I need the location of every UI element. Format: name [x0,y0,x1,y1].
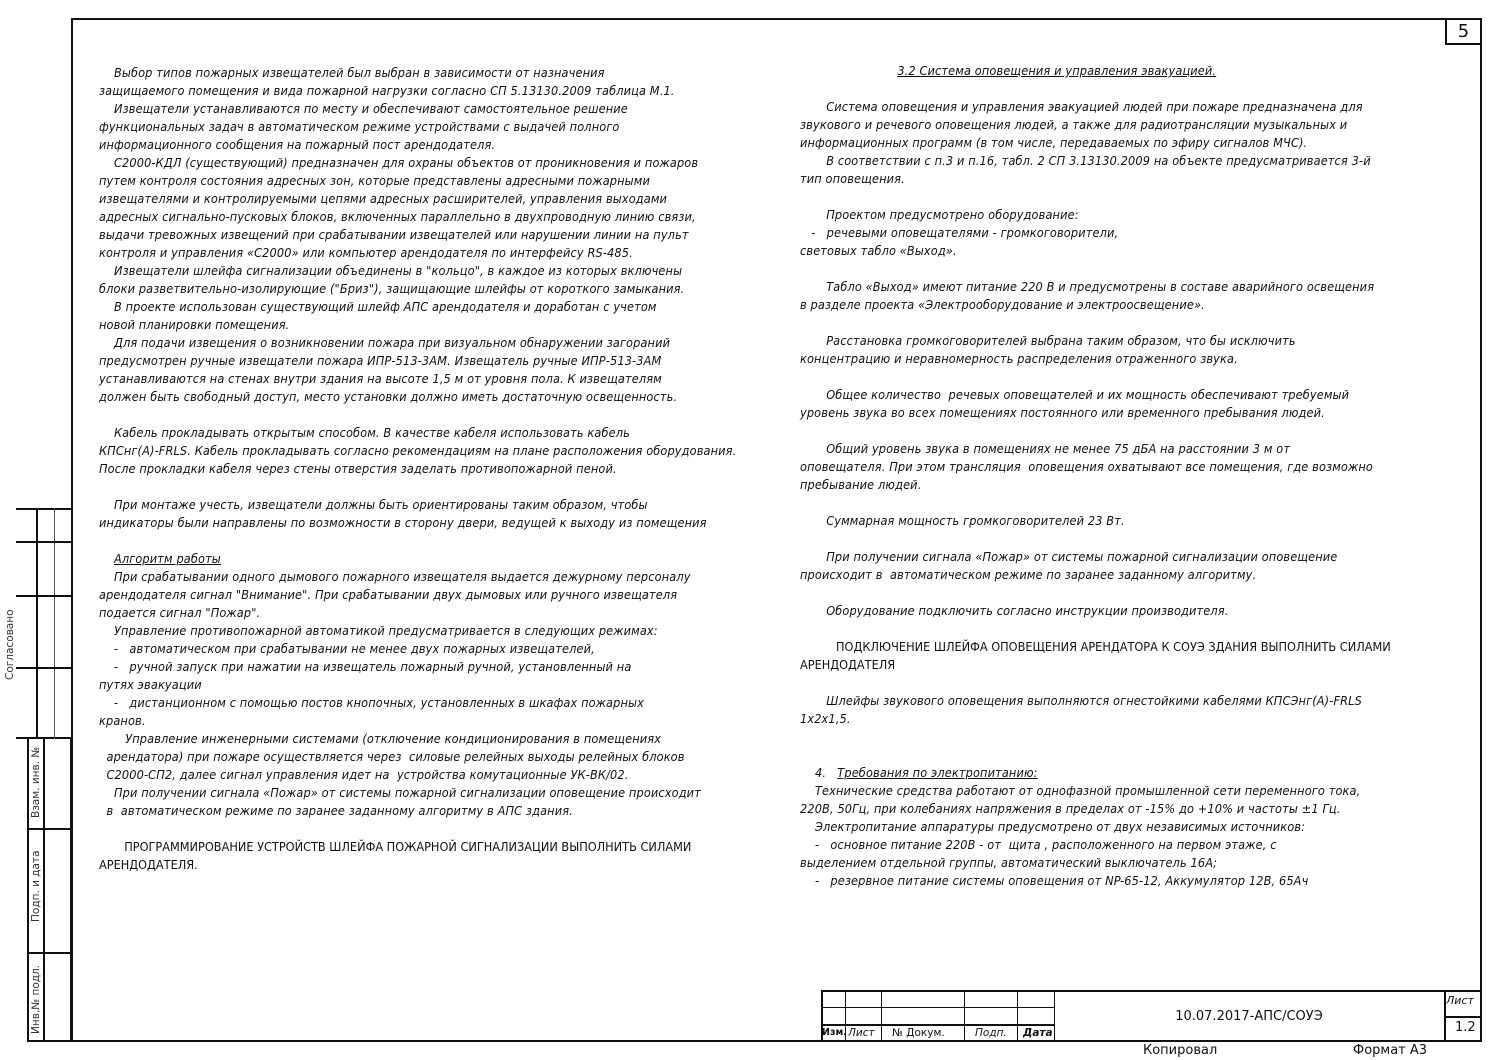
tb-divider [821,1024,1054,1026]
text-line: арендодателя сигнал "Внимание". При срабатывании двух дымовых или ручного извещателя [99,588,678,602]
blank-line [800,260,1451,278]
text-line: Общее количество речевых оповещателей и их мощность обеспечивают требуемый [800,388,1350,402]
document-code: 10.07.2017-АПС/СОУЭ [1175,1008,1323,1024]
blank-line [800,188,1451,206]
blank-line [99,820,750,838]
blank-line [800,530,1451,548]
blank-line [800,422,1451,440]
text-line: оповещателя. При этом трансляция оповещения охватывают все помещения, где возможно [800,460,1373,474]
text-line: Расстановка громкоговорителей выбрана таким образом, что бы исключить [800,334,1296,348]
text-line: блоки разветвительно-изолирующие ("Бриз"), защищающие шлейфы от короткого замыкания. [99,282,685,296]
blank-line [800,314,1451,332]
text-line: В проекте использован существующий шлейф АПС арендодателя и доработан с учетом [99,300,657,314]
text-line: Электропитание аппаратуры предусмотрено от двух независимых источников: [800,820,1306,834]
col-sheet: Лист [848,1027,875,1039]
text-line: выделением отдельной группы, автоматический выключатель 16А; [800,856,1218,870]
text-line: защищаемого помещения и вида пожарной нагрузки согласно СП 5.13130.2009 таблица М.1. [99,84,675,98]
text-line: функциональных задач в автоматическом режиме устройствами с выдачей полного [99,120,620,134]
text-line: Управление инженерными системами (отключение кондиционирования в помещениях [99,732,662,746]
text-line: концентрацию и неравномерность распределения отраженного звука. [800,352,1238,366]
text-line: АРЕНДОДАТЕЛЯ. [99,858,198,872]
text-line: С2000-СП2, далее сигнал управления идет на устройства комутационные УК-ВК/02. [99,768,629,782]
text-line: адресных сигнально-пусковых блоков, включенных параллельно в двухпроводную линию связи, [99,210,696,224]
text-line: Кабель прокладывать открытым способом. В качестве кабеля использовать кабель [99,426,630,440]
text-line: устанавливаются на стенах внутри здания на высоте 1,5 м от уровня пола. К извещателям [99,372,662,386]
col-change: Изм. [822,1027,847,1038]
algorithm-heading-line [99,550,750,568]
right-text-column [800,62,1451,890]
stamp-divider [16,595,71,597]
inv-orig-label: Инв.№ подл. [30,964,42,1034]
text-line: тип оповещения. [800,172,905,186]
tb-divider [964,990,965,1042]
blank-line [99,532,750,550]
text-line: ПРОГРАММИРОВАНИЕ УСТРОЙСТВ ШЛЕЙФА ПОЖАРНОЙ СИГНАЛИЗАЦИИ ВЫПОЛНИТЬ СИЛАМИ [99,840,692,854]
text-line: Проектом предусмотрено оборудование: [800,208,1079,222]
text-line: Извещатели шлейфа сигнализации объединены в "кольцо", в каждое из которых включены [99,264,683,278]
stamp-divider [16,541,71,543]
section-heading-line [800,62,1451,80]
power-section-number: 4. [800,766,838,780]
replaced-inv-label: Взам. инв. № [30,746,42,818]
sheet-number: 1.2 [1455,1020,1476,1035]
text-line: в разделе проекта «Электрооборудование и электроосвещение». [800,298,1205,312]
text-line: Для подачи извещения о возникновении пожара при визуальном обнаружении загораний [99,336,671,350]
blank-line [800,80,1451,98]
text-line: Оборудование подключить согласно инструкции производителя. [800,604,1229,618]
text-line: Управление противопожарной автоматикой предусматривается в следующих режимах: [99,624,658,638]
text-line: должен быть свободный доступ, место установки должно иметь достаточную освещенность. [99,390,678,404]
sign-date-label: Подп. и дата [30,850,42,922]
text-line: - дистанционном с помощью постов кнопочных, установленных в шкафах пожарных [99,696,644,710]
stamp-divider [70,739,72,1042]
blank-line [800,368,1451,386]
blank-line [800,746,1451,764]
text-line: путях эвакуации [99,678,202,692]
text-line: - основное питание 220В - от щита , расположенного на первом этаже, с [800,838,1277,852]
text-line: При монтаже учесть, извещатели должны быть ориентированы таким образом, чтобы [99,498,648,512]
col-doc-number: № Докум. [892,1027,945,1039]
text-line: Табло «Выход» имеют питание 220 В и предусмотрены в составе аварийного освещения [800,280,1375,294]
text-line: уровень звука во всех помещениях постоянного или временного пребывания людей. [800,406,1325,420]
text-line: выдачи тревожных извещений при срабатывании извещателей или нарушении линии на пульт [99,228,689,242]
text-line: АРЕНДОДАТЕЛЯ [800,658,896,672]
text-line: новой планировки помещения. [99,318,290,332]
sheet-label: Лист [1446,994,1474,1007]
text-line: ПОДКЛЮЧЕНИЕ ШЛЕЙФА ОПОВЕЩЕНИЯ АРЕНДАТОРА К СОУЭ ЗДАНИЯ ВЫПОЛНИТЬ СИЛАМИ [800,640,1391,654]
blank-line [800,620,1451,638]
blank-line [800,728,1451,746]
section-heading: 3.2 Система оповещения и управления эвакуацией. [897,64,1217,78]
blank-line [800,494,1451,512]
col-signature: Подп. [975,1027,1007,1039]
page-number: 5 [1445,18,1482,45]
text-line: индикаторы были направлены по возможности в сторону двери, ведущей к выходу из помещения [99,516,707,530]
col-date: Дата [1023,1027,1053,1039]
text-line: пребывание людей. [800,478,922,492]
text-line: извещателями и контролируемыми цепями адресных расширителей, управления выходами [99,192,668,206]
text-line: Система оповещения и управления эвакуацией людей при пожаре предназначена для [800,100,1363,114]
text-line: контроля и управления «С2000» или компьютер арендодателя по интерфейсу RS-485. [99,246,633,260]
text-line: Извещатели устанавливаются по месту и обеспечивают самостоятельное решение [99,102,628,116]
text-line: С2000-КДЛ (существующий) предназначен для охраны объектов от проникновения и пожаров [99,156,699,170]
text-line: 1х2х1,5. [800,712,851,726]
text-line: происходит в автоматическом режиме по заранее заданному алгоритму. [800,568,1257,582]
stamp-divider [16,667,71,669]
text-line: предусмотрен ручные извещатели пожара ИПР-513-3АМ. Извещатель ручные ИПР-513-3АМ [99,354,662,368]
blank-line [800,674,1451,692]
format-label: Формат А3 [1353,1043,1428,1058]
text-line: Шлейфы звукового оповещения выполняются огнестойкими кабелями КПСЭнг(А)-FRLS [800,694,1362,708]
stamp-divider [27,1040,72,1042]
text-line: арендатора) при пожаре осуществляется через силовые релейных выходы релейных блоков [99,750,685,764]
text-line: - резервное питание системы оповещения от NP-65-12, Аккумулятор 12В, 65Ач [800,874,1309,888]
power-heading-line [800,764,1451,782]
text-line: В соответствии с п.3 и п.16, табл. 2 СП 3.13130.2009 на объекте предусматривается 3-й [800,154,1371,168]
blank-line [99,406,750,424]
power-heading: Требования по электропитанию: [837,766,1038,780]
text-line: подается сигнал "Пожар". [99,606,261,620]
stamp-divider [27,952,71,954]
text-line: - ручной запуск при нажатии на извещатель пожарный ручной, установленный на [99,660,632,674]
text-line: КПСнг(А)-FRLS. Кабель прокладывать согласно рекомендациям на плане расположения оборудования. [99,444,737,458]
text-line: кранов. [99,714,146,728]
text-line: в автоматическом режиме по заранее заданному алгоритму в АПС здания. [99,804,573,818]
text-line: Суммарная мощность громкоговорителей 23 Вт. [800,514,1125,528]
copied-label: Копировал [1143,1043,1218,1058]
blank-line [99,478,750,496]
text-line: Технические средства работают от однофазной промышленной сети переменного тока, [800,784,1361,798]
tb-divider [821,1007,1054,1008]
text-line: Выбор типов пожарных извещателей был выбран в зависимости от назначения [99,66,605,80]
text-line: световых табло «Выход». [800,244,957,258]
tb-divider [881,990,882,1042]
blank-line [800,584,1451,602]
tb-divider [1444,1016,1482,1018]
text-line: При срабатывании одного дымового пожарного извещателя выдается дежурному персоналу [99,570,691,584]
text-line: информационных программ (в том числе, передаваемых по эфиру сигналов МЧС). [800,136,1308,150]
text-line: При получении сигнала «Пожар» от системы пожарной сигнализации оповещение [800,550,1338,564]
tb-divider [1017,990,1018,1042]
text-line: При получении сигнала «Пожар» от системы пожарной сигнализации оповещение происходит [99,786,701,800]
agreed-label: Согласовано [4,609,16,680]
text-line: - автоматическом при срабатывании не менее двух пожарных извещателей, [99,642,595,656]
text-line: После прокладки кабеля через стены отверстия заделать противопожарной пеной. [99,462,617,476]
text-line: 220В, 50Гц, при колебаниях напряжения в пределах от -15% до +10% и частоты ±1 Гц. [800,802,1341,816]
text-line: путем контроля состояния адресных зон, которые представлены адресными пожарными [99,174,650,188]
text-line: - речевыми оповещателями - громкоговорители, [800,226,1119,240]
stamp-divider [27,828,71,830]
algorithm-heading: Алгоритм работы [113,552,221,566]
text-line: звукового и речевого оповещения людей, а также для радиотрансляции музыкальных и [800,118,1348,132]
left-text-column [99,64,750,874]
text-line: Общий уровень звука в помещениях не менее 75 дБА на расстоянии 3 м от [800,442,1291,456]
text-line: информационного сообщения на пожарный пост арендодателя. [99,138,496,152]
